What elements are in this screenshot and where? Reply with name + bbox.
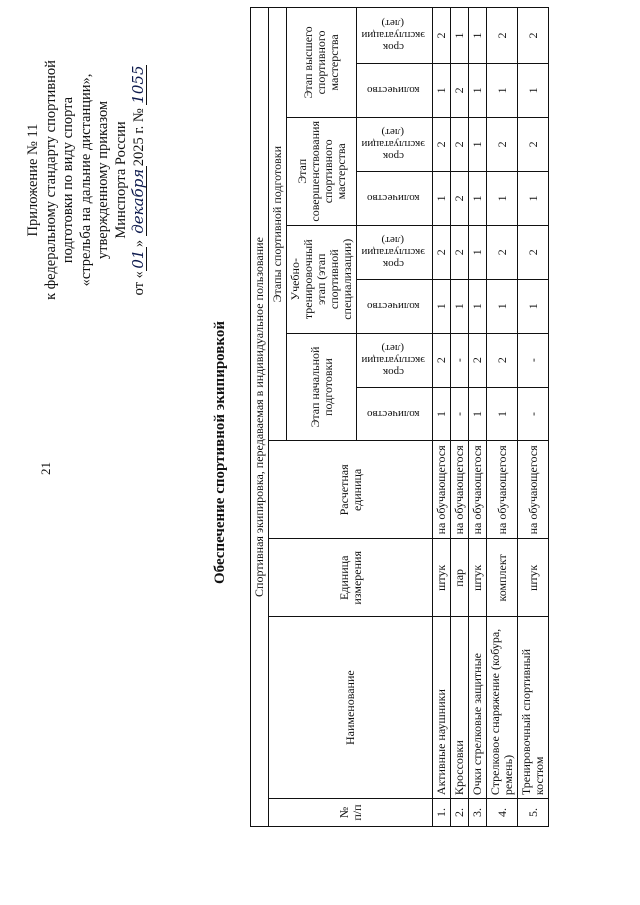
row-value: 1 (469, 64, 487, 118)
page-number: 21 (38, 462, 53, 475)
appendix-line-3: подготовки по виду спорта (60, 96, 76, 264)
row-value: 1 (469, 279, 487, 333)
order-number: 1055 (129, 65, 147, 104)
row-value: 2 (451, 64, 469, 118)
row-value: 2 (487, 333, 518, 387)
row-value: 1 (487, 279, 518, 333)
row-value: 1 (451, 8, 469, 64)
stage-header-initial: Этап начальной подготовки (287, 333, 357, 441)
row-value: 2 (451, 225, 469, 279)
appendix-line-2: к федеральному стандарту спортивной (42, 60, 59, 300)
row-value: - (451, 387, 469, 441)
subheader-term: срок эксплуатации (лет) (357, 117, 433, 171)
subheader-term: срок эксплуатации (лет) (357, 8, 433, 64)
date-mid: » (131, 239, 147, 248)
row-value: 2 (451, 171, 469, 225)
col-name-header: Наименование (269, 617, 433, 799)
row-calc: на обучающегося (518, 441, 549, 539)
top-header-cell: Спортивная экипировка, передаваемая в индивидуальное пользование (251, 8, 269, 827)
col-calc-header: Расчетная единица (269, 441, 433, 539)
row-value: 2 (518, 8, 549, 64)
row-name: Очки стрелковые защитные (469, 617, 487, 799)
row-number: 1. (433, 799, 451, 827)
date-year: 2025 г. № (131, 108, 147, 167)
equipment-table (250, 7, 549, 827)
table-row (469, 8, 487, 827)
row-unit: штук (518, 539, 549, 617)
row-value: 2 (469, 333, 487, 387)
date-prefix: от « (131, 271, 147, 296)
row-value: - (518, 333, 549, 387)
col-unit-header: Единица измерения (269, 539, 433, 617)
row-value: 1 (433, 171, 451, 225)
table-row (433, 8, 451, 827)
table-row (518, 8, 549, 827)
row-value: 1 (433, 387, 451, 441)
table-row (487, 8, 518, 827)
table-top-header-row (251, 8, 269, 827)
row-name: Активные наушники (433, 617, 451, 799)
row-value: 2 (433, 225, 451, 279)
subheader-quantity: количество (357, 64, 433, 118)
stage-header-higher: Этап высшего спортивного мастерства (287, 8, 357, 118)
date-month: декабря (130, 166, 147, 236)
stage-header-improvement: Этап совершенствования спортивного мастерства (287, 117, 357, 225)
row-calc: на обучающегося (469, 441, 487, 539)
row-value: 2 (451, 117, 469, 171)
row-value: 1 (518, 64, 549, 118)
appendix-block (25, 15, 149, 345)
appendix-date-line (130, 15, 149, 345)
row-value: 2 (487, 8, 518, 64)
appendix-line-1: Приложение № 11 (25, 123, 41, 237)
row-unit: штук (433, 539, 451, 617)
row-number: 4. (487, 799, 518, 827)
row-number: 3. (469, 799, 487, 827)
subheader-quantity: количество (357, 279, 433, 333)
subheader-quantity: количество (357, 387, 433, 441)
row-value: 2 (433, 117, 451, 171)
row-value: 2 (518, 117, 549, 171)
appendix-line-4: «стрельба на дальние дистанции», (77, 73, 94, 287)
row-value: 2 (433, 333, 451, 387)
appendix-line-6: Минспорта России (112, 121, 129, 239)
row-number: 5. (518, 799, 549, 827)
row-value: 1 (487, 387, 518, 441)
stages-header: Этапы спортивной подготовки (269, 8, 287, 441)
row-value: 1 (487, 64, 518, 118)
table-row (451, 8, 469, 827)
row-value: 1 (487, 171, 518, 225)
row-value: 1 (469, 171, 487, 225)
row-value: - (518, 387, 549, 441)
row-number: 2. (451, 799, 469, 827)
subheader-quantity: количество (357, 171, 433, 225)
row-value: 2 (487, 225, 518, 279)
row-calc: на обучающегося (487, 441, 518, 539)
row-unit: штук (469, 539, 487, 617)
row-value: 1 (469, 225, 487, 279)
row-value: - (451, 333, 469, 387)
subheader-term: срок эксплуатации (лет) (357, 225, 433, 279)
row-value: 2 (518, 225, 549, 279)
row-value: 2 (487, 117, 518, 171)
date-day: 01 (130, 247, 147, 271)
col-number-header: № п/п (269, 799, 433, 827)
row-unit: пар (451, 539, 469, 617)
row-value: 1 (518, 279, 549, 333)
row-unit: комплект (487, 539, 518, 617)
row-value: 2 (433, 8, 451, 64)
row-value: 1 (451, 279, 469, 333)
row-value: 1 (433, 279, 451, 333)
row-name: Тренировочный спортивный костюм (518, 617, 549, 799)
row-name: Стрелковое снаряжение (кобура, ремень) (487, 617, 518, 799)
subheader-term: срок эксплуатации (лет) (357, 333, 433, 387)
row-value: 1 (469, 8, 487, 64)
row-value: 1 (469, 387, 487, 441)
row-value: 1 (518, 171, 549, 225)
stage-header-training: Учебно-тренировочный этап (этап спортивной специализации) (287, 225, 357, 333)
appendix-line-5: утвержденному приказом (95, 100, 111, 260)
row-value: 1 (433, 64, 451, 118)
row-value: 1 (469, 117, 487, 171)
table-header-row-1 (269, 8, 287, 827)
row-name: Кроссовки (451, 617, 469, 799)
row-calc: на обучающегося (433, 441, 451, 539)
row-calc: на обучающегося (451, 441, 469, 539)
document-title: Обеспечение спортивной экипировкой (212, 321, 228, 585)
